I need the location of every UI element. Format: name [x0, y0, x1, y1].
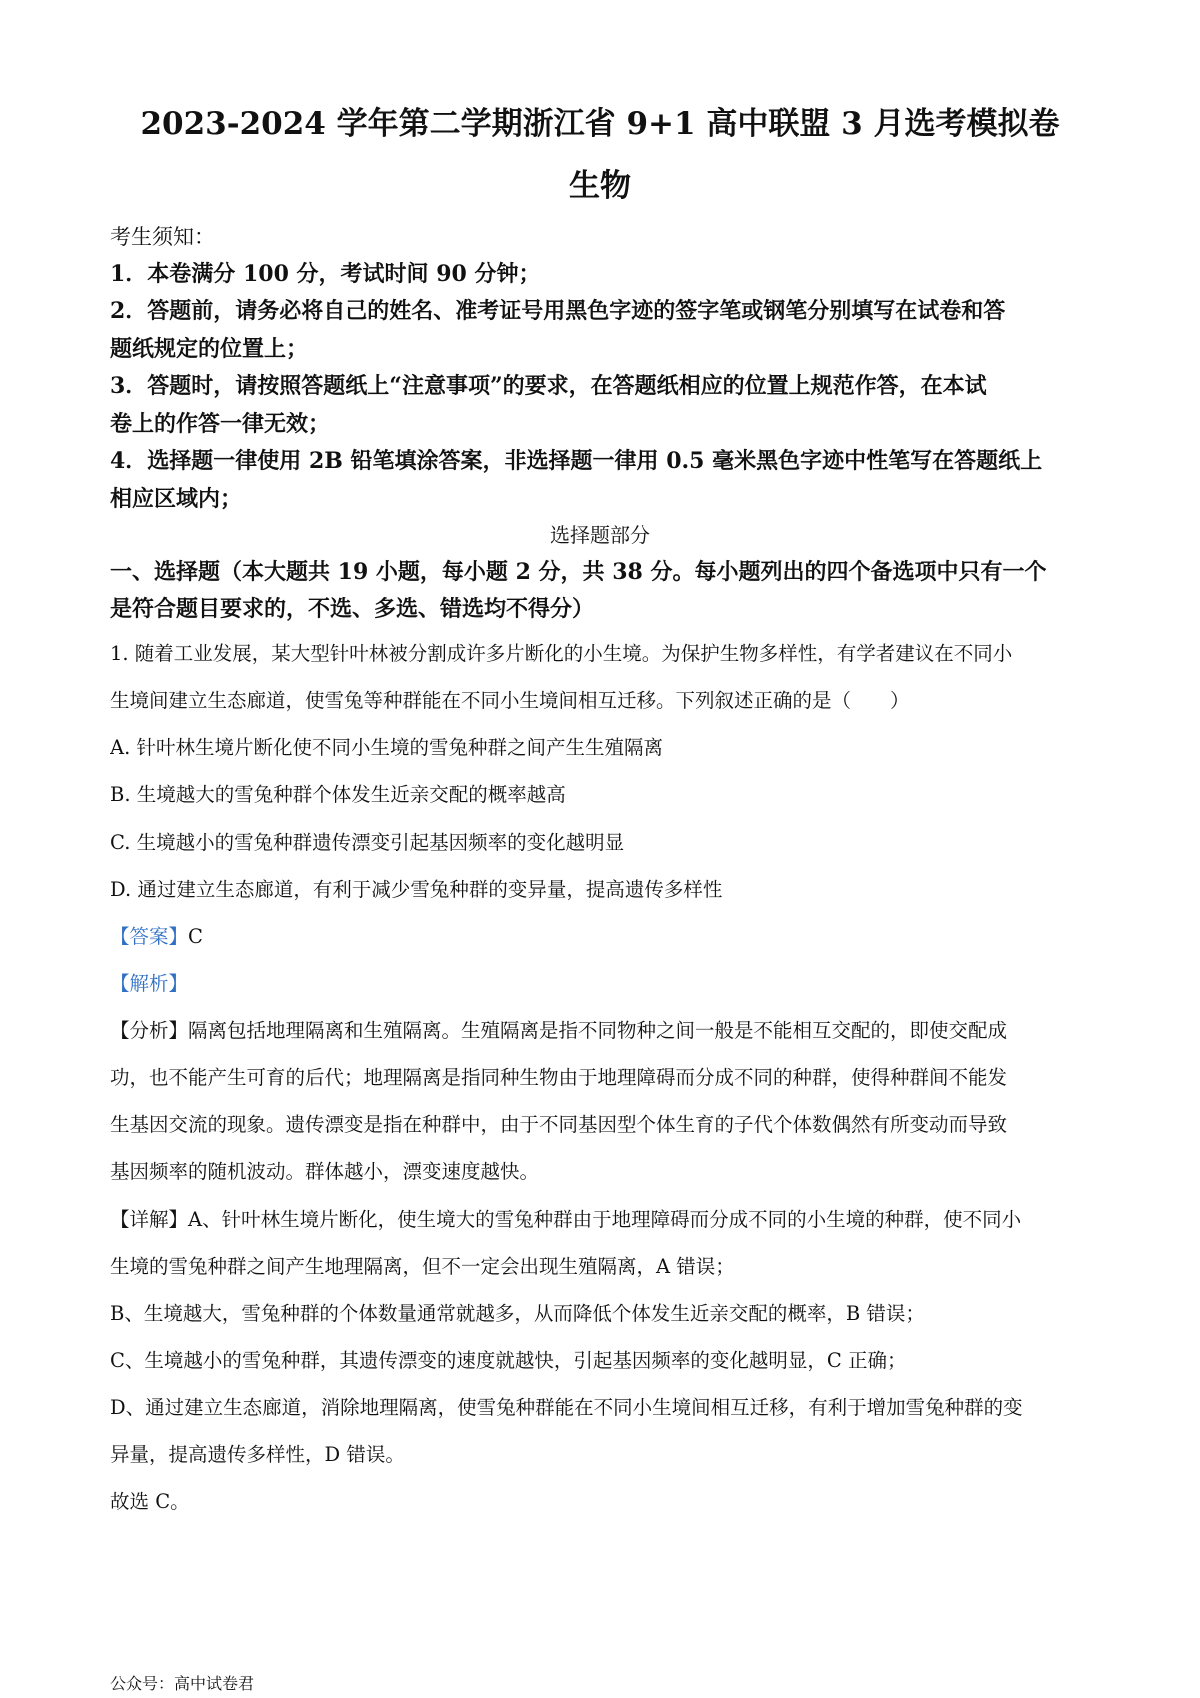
exam-title: 2023-2024 学年第二学期浙江省 9+1 高中联盟 3 月选考模拟卷 — [140, 106, 1060, 142]
notice-line: 题纸规定的位置上； — [110, 336, 309, 362]
notice-line: 3．答题时，请按照答题纸上“注意事项”的要求，在答题纸相应的位置上规范作答，在本试 — [110, 373, 987, 399]
answer-label: 【答案】 — [110, 925, 189, 948]
analysis-label: 【解析】 — [110, 972, 189, 995]
analysis-line: C、生境越小的雪兔种群，其遗传漂变的速度就越快，引起基因频率的变化越明显，C 正确； — [110, 1349, 907, 1372]
analysis-line: 【分析】隔离包括地理隔离和生殖隔离。生殖隔离是指不同物种之间一般是不能相互交配的，即使交配成 — [110, 1019, 1008, 1042]
analysis-line: 异量，提高遗传多样性，D 错误。 — [110, 1443, 405, 1466]
footer-account: 公众号：高中试卷君 — [110, 1674, 255, 1693]
section-heading: 是符合题目要求的，不选、多选、错选均不得分） — [110, 596, 595, 622]
analysis-line: 基因频率的随机波动。群体越小，漂变速度越快。 — [110, 1160, 540, 1183]
option-a: A. 针叶林生境片断化使不同小生境的雪兔种群之间产生生殖隔离 — [110, 736, 663, 759]
notice-line: 卷上的作答一律无效； — [110, 411, 331, 437]
section-heading: 一、选择题（本大题共 19 小题，每小题 2 分，共 38 分。每小题列出的四个备选项中只有一个 — [110, 559, 1047, 585]
analysis-line: D、通过建立生态廊道，消除地理隔离，使雪兔种群能在不同小生境间相互迁移，有利于增加雪兔种群的变 — [110, 1396, 1023, 1419]
analysis-line: 生基因交流的现象。遗传漂变是指在种群中，由于不同基因型个体生育的子代个体数偶然有所变动而导致 — [110, 1113, 1008, 1136]
analysis-line: 【详解】A、针叶林生境片断化，使生境大的雪兔种群由于地理障碍而分成不同的小生境的种群，使不同小 — [110, 1208, 1022, 1231]
answer-value: C — [188, 925, 203, 948]
notice-line: 1．本卷满分 100 分，考试时间 90 分钟； — [110, 261, 541, 287]
question-stem: 1. 随着工业发展，某大型针叶林被分割成许多片断化的小生境。为保护生物多样性，有学者建议在不同小 — [110, 642, 1013, 665]
option-c: C. 生境越小的雪兔种群遗传漂变引起基因频率的变化越明显 — [110, 831, 625, 854]
notice-line: 2．答题前，请务必将自己的姓名、准考证号用黑色字迹的签字笔或钢笔分别填写在试卷和答 — [110, 298, 1006, 324]
answer-line — [110, 923, 1095, 951]
analysis-line: 故选 C。 — [110, 1490, 190, 1513]
section-title: 选择题部分 — [550, 523, 650, 547]
analysis-line: 生境的雪兔种群之间产生地理隔离，但不一定会出现生殖隔离，A 错误； — [110, 1255, 735, 1278]
notice-heading: 考生须知： — [110, 225, 215, 249]
analysis-line: B、生境越大，雪兔种群的个体数量通常就越多，从而降低个体发生近亲交配的概率，B 错误； — [110, 1302, 925, 1325]
option-b: B. 生境越大的雪兔种群个体发生近亲交配的概率越高 — [110, 783, 566, 806]
analysis-line: 功，也不能产生可育的后代；地理隔离是指同种生物由于地理障碍而分成不同的种群，使得种群间不能发 — [110, 1066, 1008, 1089]
option-d: D. 通过建立生态廊道，有利于减少雪兔种群的变异量，提高遗传多样性 — [110, 878, 723, 901]
question-stem: 生境间建立生态廊道，使雪兔等种群能在不同小生境间相互迁移。下列叙述正确的是（ ） — [110, 689, 910, 712]
subject-title: 生物 — [569, 168, 631, 204]
notice-line: 相应区域内； — [110, 486, 243, 512]
notice-line: 4．选择题一律使用 2B 铅笔填涂答案，非选择题一律用 0.5 毫米黑色字迹中性笔写在答题纸上 — [110, 448, 1043, 474]
